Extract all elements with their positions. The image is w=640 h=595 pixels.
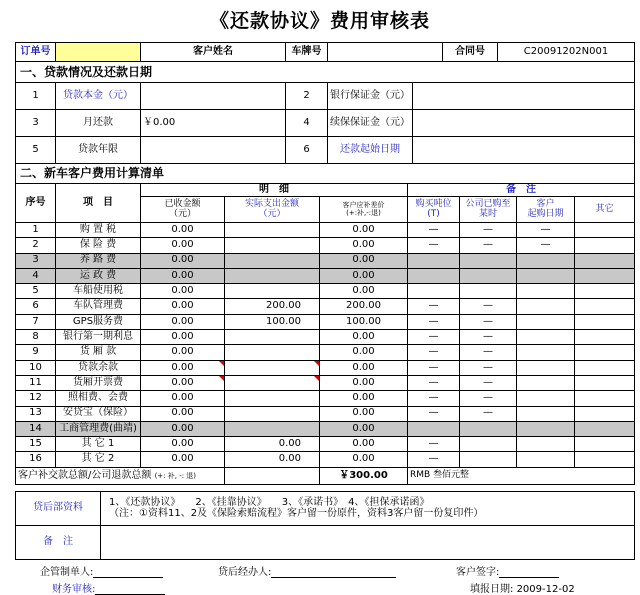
fee-remark-buy[interactable]: — bbox=[408, 391, 460, 406]
order-no-field[interactable] bbox=[56, 43, 141, 62]
fee-received[interactable]: 0.00 bbox=[141, 330, 225, 345]
fee-remark-bought[interactable] bbox=[460, 284, 517, 299]
fee-diff: 200.00 bbox=[320, 299, 408, 314]
fee-row bbox=[16, 299, 635, 314]
fee-diff: 0.00 bbox=[320, 330, 408, 345]
fee-received[interactable]: 0.00 bbox=[141, 299, 225, 314]
fee-row bbox=[16, 238, 635, 253]
loan-value[interactable] bbox=[141, 83, 286, 110]
fee-item: 车队管理费 bbox=[56, 299, 141, 314]
fee-remark-start[interactable]: — bbox=[517, 223, 575, 238]
fee-remark-start[interactable] bbox=[517, 268, 575, 283]
fee-seq: 6 bbox=[16, 299, 56, 314]
fee-seq: 13 bbox=[16, 406, 56, 421]
loan-num: 3 bbox=[16, 110, 56, 137]
fee-diff: 0.00 bbox=[320, 360, 408, 375]
total-label: 客户补交款总额/公司退款总额 (+: 补, -: 退) bbox=[16, 467, 225, 484]
fee-row bbox=[16, 345, 635, 360]
fee-received[interactable]: 0.00 bbox=[141, 223, 225, 238]
fee-row bbox=[16, 253, 635, 268]
col-actual-header: 实际支出金额 （元） bbox=[225, 197, 320, 223]
loan-agent-sign-line[interactable] bbox=[271, 577, 396, 578]
fee-remark-bought[interactable] bbox=[460, 268, 517, 283]
plate-label: 车牌号 bbox=[286, 43, 328, 62]
fee-diff: 0.00 bbox=[320, 345, 408, 360]
fee-remark-other[interactable] bbox=[575, 421, 635, 436]
report-date-value: 2009-12-02 bbox=[516, 584, 575, 595]
loan-num: 6 bbox=[286, 137, 328, 164]
col-item-header: 项 目 bbox=[56, 184, 141, 223]
fee-remark-buy[interactable]: — bbox=[408, 314, 460, 329]
fee-remark-other[interactable] bbox=[575, 299, 635, 314]
loan-num: 1 bbox=[16, 83, 56, 110]
fee-remark-buy[interactable]: — bbox=[408, 223, 460, 238]
fee-row bbox=[16, 330, 635, 345]
fee-seq: 4 bbox=[16, 268, 56, 283]
fee-item: 购 置 税 bbox=[56, 223, 141, 238]
fee-remark-buy[interactable]: — bbox=[408, 330, 460, 345]
fee-remark-start[interactable] bbox=[517, 253, 575, 268]
fee-diff: 0.00 bbox=[320, 223, 408, 238]
fee-remark-bought[interactable] bbox=[460, 253, 517, 268]
loan-label: 还款起始日期 bbox=[328, 137, 413, 164]
fee-received[interactable]: 0.00 bbox=[141, 268, 225, 283]
col-received-header: 已收金额 （元） bbox=[141, 197, 225, 223]
fee-remark-buy[interactable]: — bbox=[408, 375, 460, 390]
contract-value[interactable]: C20091202N001 bbox=[498, 43, 635, 62]
fee-remark-other[interactable] bbox=[575, 406, 635, 421]
fee-remark-start[interactable] bbox=[517, 314, 575, 329]
fee-remark-start[interactable] bbox=[517, 330, 575, 345]
fee-remark-other[interactable] bbox=[575, 360, 635, 375]
total-words: RMB 叁佰元整 bbox=[408, 467, 635, 484]
report-date: 填报日期: 2009-12-02 bbox=[470, 584, 575, 595]
fee-item: 其 它 2 bbox=[56, 452, 141, 467]
finance-sign: 财务审核: bbox=[52, 580, 165, 595]
fee-row bbox=[16, 437, 635, 452]
fee-actual[interactable] bbox=[225, 238, 320, 253]
section2-title: 二、新车客户费用计算清单 bbox=[16, 164, 635, 184]
fee-diff: 0.00 bbox=[320, 452, 408, 467]
fee-remark-other[interactable] bbox=[575, 345, 635, 360]
contract-label: 合同号 bbox=[443, 43, 498, 62]
fee-seq: 5 bbox=[16, 284, 56, 299]
fee-diff: 0.00 bbox=[320, 375, 408, 390]
fee-remark-bought[interactable]: — bbox=[460, 330, 517, 345]
fee-remark-bought[interactable]: — bbox=[460, 375, 517, 390]
fee-seq: 2 bbox=[16, 238, 56, 253]
loan-value[interactable]: ￥0.00 bbox=[141, 110, 286, 137]
loan-agent-sign: 贷后经办人: bbox=[218, 563, 396, 578]
fee-seq: 8 bbox=[16, 330, 56, 345]
docs-table bbox=[15, 491, 635, 560]
fee-received[interactable]: 0.00 bbox=[141, 375, 225, 390]
fee-row bbox=[16, 375, 635, 390]
loan-label: 月还款 bbox=[56, 110, 141, 137]
fee-remark-start[interactable] bbox=[517, 360, 575, 375]
fee-item: GPS服务费 bbox=[56, 314, 141, 329]
fee-remark-other[interactable] bbox=[575, 330, 635, 345]
loan-value[interactable] bbox=[141, 137, 286, 164]
fee-row bbox=[16, 391, 635, 406]
fee-item: 养 路 费 bbox=[56, 253, 141, 268]
fee-received[interactable]: 0.00 bbox=[141, 238, 225, 253]
fee-item: 运 政 费 bbox=[56, 268, 141, 283]
fee-seq: 12 bbox=[16, 391, 56, 406]
fee-received[interactable]: 0.00 bbox=[141, 284, 225, 299]
fee-remark-start[interactable] bbox=[517, 421, 575, 436]
fee-actual[interactable]: 200.00 bbox=[225, 299, 320, 314]
fee-received[interactable]: 0.00 bbox=[141, 314, 225, 329]
fee-remark-start[interactable] bbox=[517, 452, 575, 467]
fee-remark-buy[interactable]: — bbox=[408, 345, 460, 360]
fee-remark-bought[interactable]: — bbox=[460, 345, 517, 360]
fee-actual[interactable] bbox=[225, 406, 320, 421]
fee-remark-bought[interactable]: — bbox=[460, 223, 517, 238]
fee-actual[interactable]: 0.00 bbox=[225, 437, 320, 452]
fee-remark-buy[interactable]: — bbox=[408, 299, 460, 314]
fee-diff: 0.00 bbox=[320, 421, 408, 436]
manager-sign-line[interactable] bbox=[93, 577, 163, 578]
fee-row bbox=[16, 452, 635, 467]
col-seq-header: 序号 bbox=[16, 184, 56, 223]
fee-remark-bought[interactable]: — bbox=[460, 360, 517, 375]
fee-remark-buy[interactable]: — bbox=[408, 238, 460, 253]
fee-remark-other[interactable] bbox=[575, 253, 635, 268]
fee-seq: 3 bbox=[16, 253, 56, 268]
fee-remark-other[interactable] bbox=[575, 223, 635, 238]
fee-received[interactable]: 0.00 bbox=[141, 345, 225, 360]
docs-line2: （注：①资料11、2及《保险索赔流程》客户留一份原件，资料3客户留一份复印件） bbox=[109, 507, 484, 519]
fee-seq: 15 bbox=[16, 437, 56, 452]
loan-label: 贷款本金（元） bbox=[56, 83, 141, 110]
fee-item: 其 它 1 bbox=[56, 437, 141, 452]
fee-item: 银行第一期利息 bbox=[56, 330, 141, 345]
fee-actual[interactable] bbox=[225, 268, 320, 283]
fee-remark-start[interactable] bbox=[517, 299, 575, 314]
fee-remark-other[interactable] bbox=[575, 314, 635, 329]
fee-item: 安贷宝（保险） bbox=[56, 406, 141, 421]
fee-actual[interactable]: 100.00 bbox=[225, 314, 320, 329]
fee-row bbox=[16, 360, 635, 375]
col-diff-header: 客户应补差价 (+:补,-:退) bbox=[320, 197, 408, 223]
section1-title: 一、贷款情况及还款日期 bbox=[16, 62, 635, 83]
fee-seq: 10 bbox=[16, 360, 56, 375]
fee-remark-buy[interactable]: — bbox=[408, 360, 460, 375]
detail-header: 明 细 bbox=[141, 184, 408, 197]
fee-remark-other[interactable] bbox=[575, 238, 635, 253]
col-bought-header: 公司已购至 某时 bbox=[460, 197, 517, 223]
page-title: 《还款协议》费用审核表 bbox=[209, 10, 430, 32]
fee-row bbox=[16, 223, 635, 238]
loan-value[interactable] bbox=[413, 110, 635, 137]
fee-seq: 16 bbox=[16, 452, 56, 467]
fee-remark-bought[interactable]: — bbox=[460, 299, 517, 314]
customer-name-label: 客户姓名 bbox=[141, 43, 286, 62]
fee-remark-buy[interactable]: — bbox=[408, 437, 460, 452]
fee-row bbox=[16, 268, 635, 283]
fee-received[interactable]: 0.00 bbox=[141, 391, 225, 406]
fee-item: 工商管理费(曲靖) bbox=[56, 421, 141, 436]
docs-line1: 1、《还款协议》 2、《挂靠协议》 3、《承诺书》 4、《担保承诺函》 bbox=[109, 497, 430, 508]
fee-section bbox=[15, 163, 635, 485]
fee-actual[interactable] bbox=[225, 345, 320, 360]
col-other-header: 其它 bbox=[575, 197, 635, 223]
fee-received[interactable]: 0.00 bbox=[141, 421, 225, 436]
fee-remark-start[interactable]: — bbox=[517, 238, 575, 253]
fee-diff: 0.00 bbox=[320, 437, 408, 452]
fee-diff: 100.00 bbox=[320, 314, 408, 329]
fee-remark-buy[interactable]: — bbox=[408, 406, 460, 421]
fee-seq: 9 bbox=[16, 345, 56, 360]
fee-actual[interactable] bbox=[225, 253, 320, 268]
col-start-date-header: 客户 起购日期 bbox=[517, 197, 575, 223]
fee-remark-start[interactable] bbox=[517, 284, 575, 299]
fee-remark-bought[interactable] bbox=[460, 421, 517, 436]
loan-label: 贷款年限 bbox=[56, 137, 141, 164]
total-filler bbox=[225, 467, 320, 484]
loan-value[interactable] bbox=[413, 137, 635, 164]
fee-remark-bought[interactable] bbox=[460, 452, 517, 467]
fee-remark-start[interactable] bbox=[517, 406, 575, 421]
fee-actual[interactable] bbox=[225, 330, 320, 345]
loan-num: 2 bbox=[286, 83, 328, 110]
fee-diff: 0.00 bbox=[320, 268, 408, 283]
fee-remark-bought[interactable]: — bbox=[460, 238, 517, 253]
fee-seq: 1 bbox=[16, 223, 56, 238]
fee-remark-start[interactable] bbox=[517, 437, 575, 452]
customer-sign-line[interactable] bbox=[499, 577, 559, 578]
fee-item: 货 厢 款 bbox=[56, 345, 141, 360]
fee-remark-other[interactable] bbox=[575, 452, 635, 467]
total-value: ￥300.00 bbox=[320, 467, 408, 484]
remark-header: 备 注 bbox=[408, 184, 635, 197]
plate-field[interactable] bbox=[328, 43, 443, 62]
fee-row bbox=[16, 284, 635, 299]
col-buy-date-header: 购买吨位 (T) bbox=[408, 197, 460, 223]
fee-remark-other[interactable] bbox=[575, 375, 635, 390]
fee-diff: 0.00 bbox=[320, 406, 408, 421]
fee-remark-start[interactable] bbox=[517, 391, 575, 406]
fee-seq: 14 bbox=[16, 421, 56, 436]
fee-actual[interactable] bbox=[225, 360, 320, 375]
fee-item: 货厢开票费 bbox=[56, 375, 141, 390]
docs-label: 贷后部资料 bbox=[16, 492, 101, 526]
fee-diff: 0.00 bbox=[320, 284, 408, 299]
fee-diff: 0.00 bbox=[320, 238, 408, 253]
fee-remark-bought[interactable]: — bbox=[460, 406, 517, 421]
fee-item: 车船使用税 bbox=[56, 284, 141, 299]
header-table bbox=[15, 42, 635, 62]
fee-diff: 0.00 bbox=[320, 391, 408, 406]
manager-sign: 企管制单人: bbox=[40, 563, 163, 578]
fee-item: 照相费、会费 bbox=[56, 391, 141, 406]
remarks-field[interactable] bbox=[101, 526, 635, 560]
fee-remark-other[interactable] bbox=[575, 268, 635, 283]
customer-sign: 客户签字: bbox=[456, 563, 559, 578]
order-no-label: 订单号 bbox=[16, 43, 56, 62]
fee-actual[interactable] bbox=[225, 284, 320, 299]
fee-actual[interactable] bbox=[225, 421, 320, 436]
fee-actual[interactable] bbox=[225, 375, 320, 390]
loan-section bbox=[15, 61, 635, 164]
fee-received[interactable]: 0.00 bbox=[141, 360, 225, 375]
fee-remark-buy[interactable] bbox=[408, 268, 460, 283]
fee-actual[interactable] bbox=[225, 223, 320, 238]
fee-remark-buy[interactable] bbox=[408, 253, 460, 268]
fee-seq: 7 bbox=[16, 314, 56, 329]
fee-remark-buy[interactable]: — bbox=[408, 452, 460, 467]
fee-actual[interactable]: 0.00 bbox=[225, 452, 320, 467]
fee-remark-other[interactable] bbox=[575, 391, 635, 406]
fee-row bbox=[16, 421, 635, 436]
fee-received[interactable]: 0.00 bbox=[141, 253, 225, 268]
fee-seq: 11 bbox=[16, 375, 56, 390]
loan-label: 银行保证金（元） bbox=[328, 83, 413, 110]
fee-remark-start[interactable] bbox=[517, 375, 575, 390]
fee-remark-buy[interactable] bbox=[408, 284, 460, 299]
loan-num: 5 bbox=[16, 137, 56, 164]
fee-diff: 0.00 bbox=[320, 253, 408, 268]
fee-received[interactable]: 0.00 bbox=[141, 437, 225, 452]
fee-received[interactable]: 0.00 bbox=[141, 406, 225, 421]
fee-item: 贷款余款 bbox=[56, 360, 141, 375]
fee-item: 保 险 费 bbox=[56, 238, 141, 253]
fee-actual[interactable] bbox=[225, 391, 320, 406]
docs-content bbox=[101, 492, 635, 526]
fee-remark-start[interactable] bbox=[517, 345, 575, 360]
fee-row bbox=[16, 314, 635, 329]
fee-received[interactable]: 0.00 bbox=[141, 452, 225, 467]
fee-remark-buy[interactable] bbox=[408, 421, 460, 436]
loan-label: 续保保证金（元） bbox=[328, 110, 413, 137]
fee-remark-bought[interactable]: — bbox=[460, 391, 517, 406]
fee-remark-bought[interactable]: — bbox=[460, 314, 517, 329]
fee-row bbox=[16, 406, 635, 421]
fee-remark-bought[interactable] bbox=[460, 437, 517, 452]
fee-remark-other[interactable] bbox=[575, 437, 635, 452]
loan-num: 4 bbox=[286, 110, 328, 137]
loan-value[interactable] bbox=[413, 83, 635, 110]
fee-remark-other[interactable] bbox=[575, 284, 635, 299]
remarks-label: 备 注 bbox=[16, 526, 101, 560]
